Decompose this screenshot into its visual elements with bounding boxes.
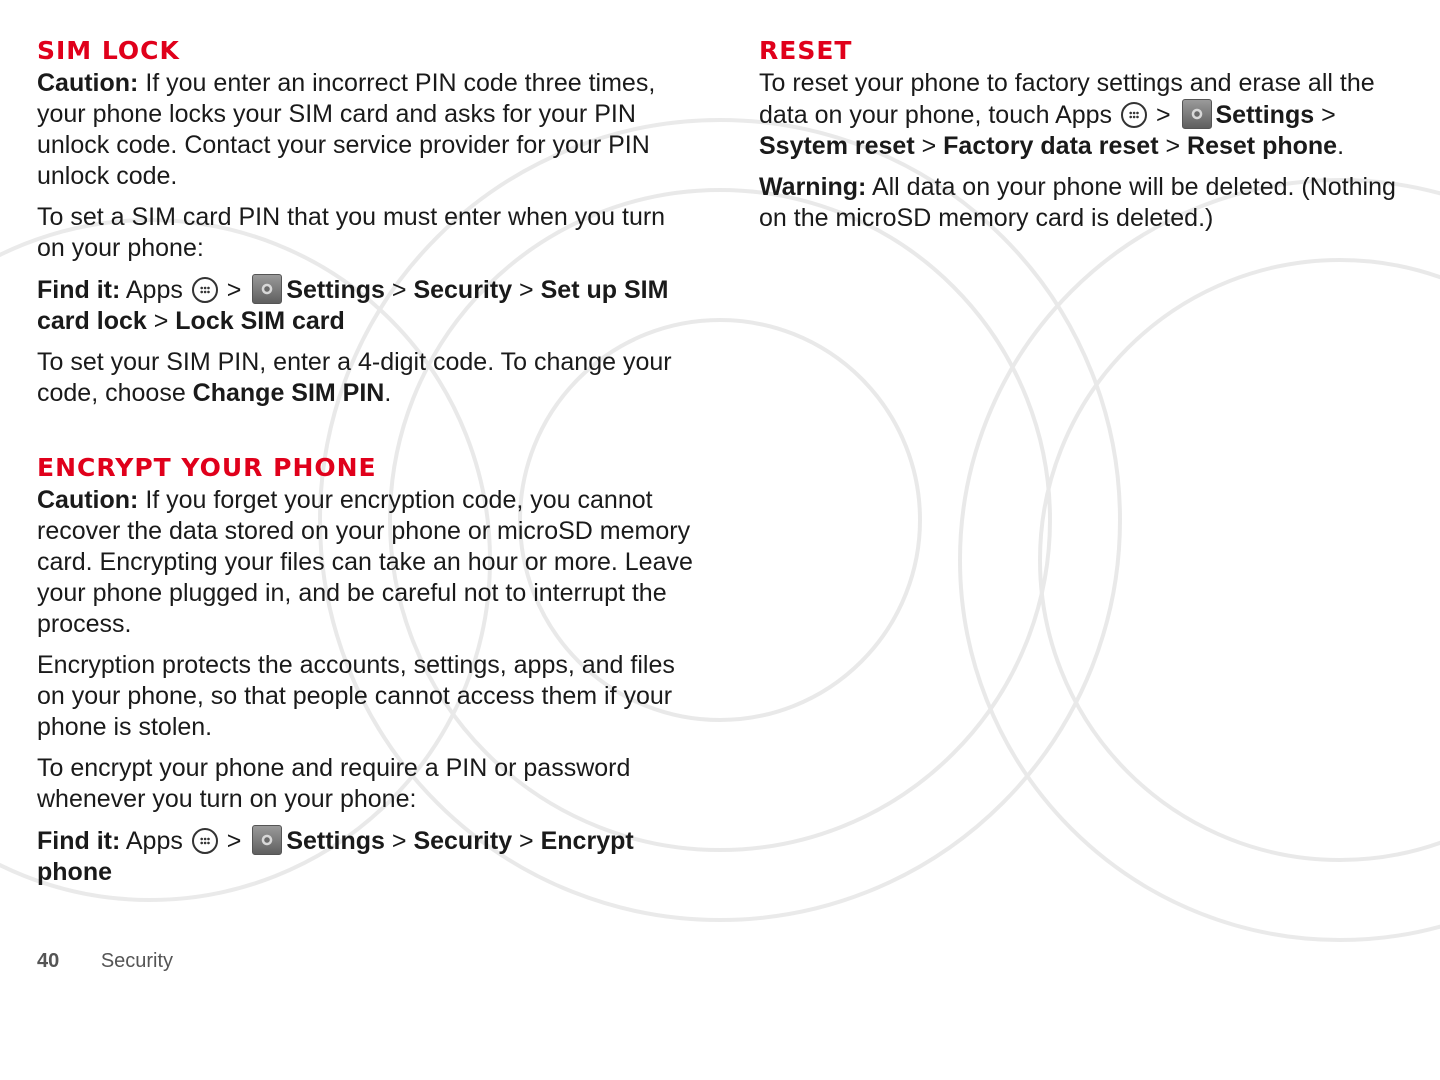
reset-heading: RESET: [759, 36, 853, 65]
reset-warning: [759, 172, 1409, 234]
path-end: .: [1337, 132, 1345, 160]
path-separator: >: [1149, 101, 1178, 129]
apps-icon: [1121, 102, 1147, 128]
sim-lock-find-it: [37, 274, 697, 337]
apps-label: Apps: [120, 827, 190, 855]
path-separator: >: [219, 827, 249, 855]
reset-intro: [759, 68, 1409, 162]
change-sim-pin: Change SIM PIN: [192, 379, 385, 407]
path-settings: Settings: [286, 276, 385, 304]
settings-icon: [1182, 99, 1212, 129]
find-it-label: Find it:: [37, 827, 121, 855]
path-security: Security: [413, 827, 513, 855]
path-separator: >: [384, 276, 414, 304]
warning-label: Warning:: [759, 173, 867, 201]
path-setup-sim-lock: Set up SIM card lock: [37, 276, 669, 335]
settings-icon: [252, 274, 282, 304]
caution-text: If you forget your encryption code, you cannot recover the data stored on your phone or microSD memory card. Encrypting your files can take an hour or more. Leave your phone plugged in, and be careful not to interrupt the process.: [37, 486, 693, 638]
path-separator: >: [219, 276, 249, 304]
encrypt-caution: [37, 485, 697, 640]
sim-lock-heading: SIM LOCK: [37, 36, 180, 65]
path-settings: Settings: [1215, 101, 1315, 129]
path-encrypt-phone: Encrypt phone: [37, 827, 634, 886]
path-settings: Settings: [286, 827, 385, 855]
encrypt-para3: To encrypt your phone and require a PIN or password whenever you turn on your phone:: [37, 754, 631, 813]
apps-icon: [192, 277, 218, 303]
page-footer: [37, 950, 173, 973]
right-column: [759, 36, 1409, 244]
sim-lock-intro: To set a SIM card PIN that you must enter when you turn on your phone:: [37, 203, 666, 262]
caution-label: Caution:: [37, 69, 139, 97]
path-separator: >: [1314, 101, 1336, 129]
reset-intro-text: To reset your phone to factory settings and erase all the data on your phone, touch Apps: [759, 69, 1375, 129]
encrypt-find-it: [37, 825, 697, 888]
sim-lock-caution: [37, 68, 697, 192]
footer-section: Security: [100, 950, 174, 972]
path-lock-sim: Lock SIM card: [175, 307, 345, 335]
path-separator: >: [914, 132, 944, 160]
warning-text: All data on your phone will be deleted. (Nothing on the microSD memory card is deleted.): [759, 173, 1396, 232]
path-separator: >: [1158, 132, 1188, 160]
page-number: 40: [37, 950, 60, 972]
path-reset-phone: Reset phone: [1187, 132, 1338, 160]
caution-text: If you enter an incorrect PIN code three times, your phone locks your SIM card and asks for your PIN unlock code. Contact your service provider for your PIN unlock code.: [37, 69, 656, 190]
path-separator: >: [384, 827, 414, 855]
path-system-reset: Ssytem reset: [759, 132, 915, 160]
pin-text: To set your SIM PIN, enter a 4-digit code. To change your code, choose: [37, 348, 672, 407]
path-security: Security: [413, 276, 513, 304]
caution-label: Caution:: [37, 486, 139, 514]
path-separator: >: [146, 307, 176, 335]
apps-label: Apps: [120, 276, 190, 304]
left-column: [37, 36, 697, 898]
find-it-label: Find it:: [37, 276, 121, 304]
encrypt-para2: Encryption protects the accounts, settings, apps, and files on your phone, so that people cannot access them if your phone is stolen.: [37, 651, 675, 741]
path-separator: >: [512, 276, 541, 304]
apps-icon: [192, 828, 218, 854]
pin-end: .: [384, 379, 392, 407]
sim-pin-text: [37, 347, 697, 409]
settings-icon: [252, 825, 282, 855]
path-factory-reset: Factory data reset: [943, 132, 1159, 160]
path-separator: >: [512, 827, 541, 855]
encrypt-heading: ENCRYPT YOUR PHONE: [37, 453, 377, 482]
